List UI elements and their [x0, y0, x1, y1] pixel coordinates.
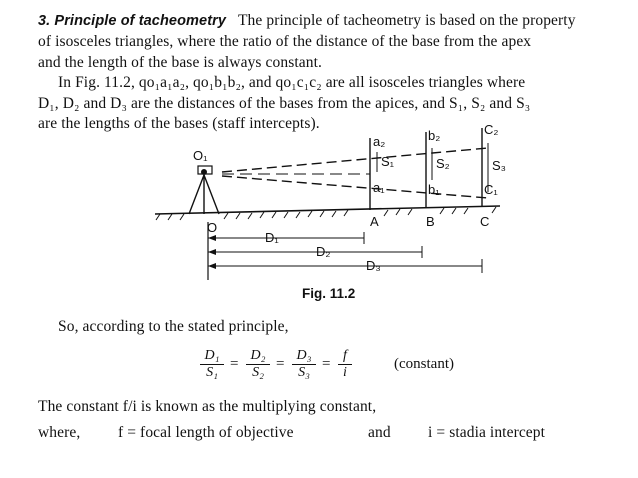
equals-sign: = [276, 356, 285, 372]
label-a2: a₂ [373, 134, 386, 149]
para2-line2: D₁, D₂ and D₃ are the distances of the bases from the apices, and S₁, S₂ and S₃ [38, 95, 531, 112]
label-b2: b₂ [428, 128, 441, 143]
fraction-den: S₃ [298, 365, 310, 380]
ratio-equation [200, 346, 480, 390]
label-a1: a₁ [373, 180, 385, 195]
where-i-definition: i = stadia intercept [428, 424, 546, 441]
label-c1: C₁ [484, 182, 498, 197]
where-f-definition: f = focal length of objective [118, 424, 294, 441]
label-s3: S₃ [492, 158, 506, 173]
equals-sign: = [322, 356, 331, 372]
label-b1: b₁ [428, 182, 440, 197]
para2-line3: are the lengths of the bases (staff intercepts). [38, 115, 320, 132]
equals-sign: = [230, 356, 239, 372]
so-line: So, according to the stated principle, [58, 318, 289, 335]
label-C: C [480, 214, 490, 229]
label-B: B [426, 214, 435, 229]
label-d3: D₃ [366, 258, 381, 273]
where-line [38, 424, 598, 446]
fraction-den: S₁ [206, 365, 218, 380]
constant-note: (constant) [394, 356, 454, 372]
fraction-f-i [338, 348, 352, 381]
fraction-num: f [338, 348, 352, 365]
constant-line: The constant f/i is known as the multiplying constant, [38, 398, 377, 415]
fraction-den: S₂ [252, 365, 264, 380]
para2-line1: In Fig. 11.2, qo₁a₁a₂, qo₁b₁b₂, and qo₁c₁c₂ are all isosceles triangles where [58, 74, 526, 91]
para1-line3: and the length of the base is always constant. [38, 54, 322, 71]
para1-line2: of isosceles triangles, where the ratio of the distance of the base from the apex [38, 33, 532, 50]
fraction-num: D₃ [292, 348, 316, 365]
fraction-d2-s2 [246, 348, 270, 381]
label-o1: O₁ [193, 148, 208, 163]
label-A: A [370, 214, 379, 229]
label-s1: S₁ [381, 154, 395, 169]
where-label: where, [38, 424, 81, 441]
label-d1: D₁ [265, 230, 279, 245]
label-c2: C₂ [484, 122, 499, 137]
fraction-d3-s3 [292, 348, 316, 381]
figure-caption: Fig. 11.2 [302, 286, 356, 301]
label-o: O [207, 220, 218, 235]
fraction-num: D₂ [246, 348, 270, 365]
fraction-num: D₁ [200, 348, 224, 365]
section-heading: 3. Principle of tacheometry [38, 13, 227, 29]
label-d2: D₂ [316, 244, 331, 259]
fraction-den: i [343, 365, 347, 380]
label-s2: S₂ [436, 156, 450, 171]
where-and: and [368, 424, 391, 441]
para1-line1: The principle of tacheometry is based on the property [237, 12, 576, 29]
fraction-d1-s1 [200, 348, 224, 381]
